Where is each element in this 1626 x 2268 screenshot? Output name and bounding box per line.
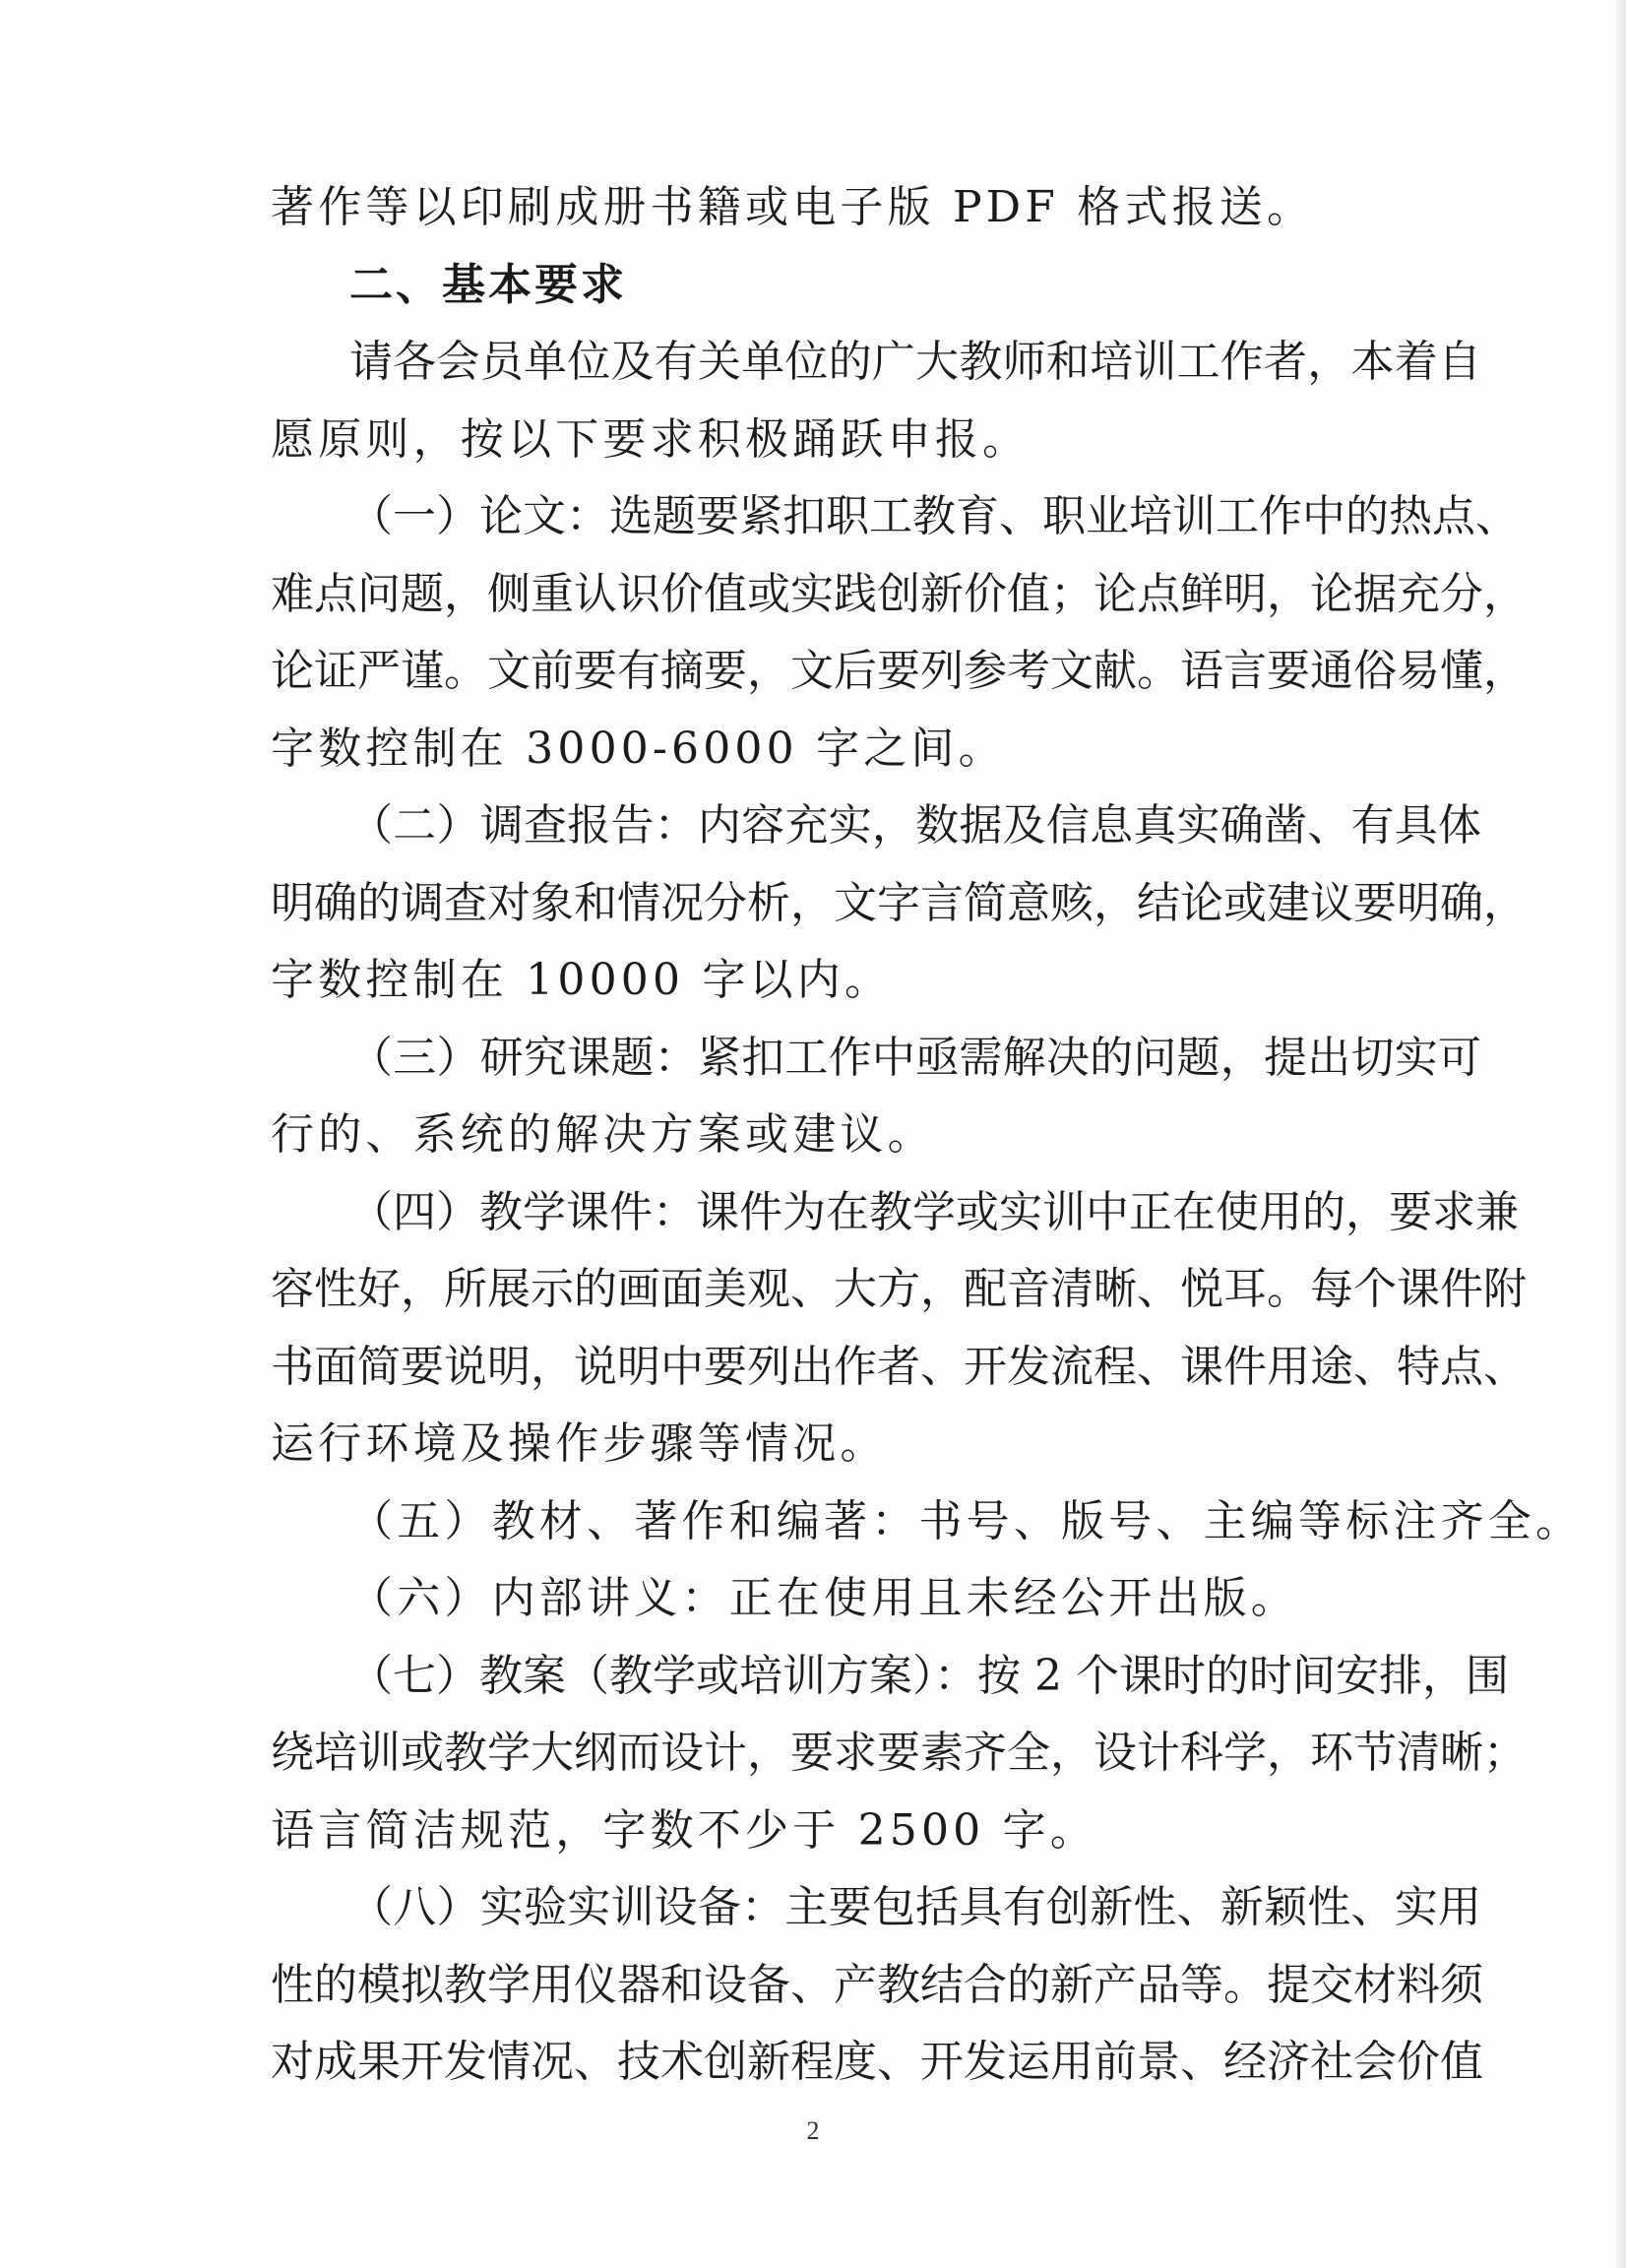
text-line: 著作等以印刷成册书籍或电子版 PDF 格式报送。 <box>271 182 1315 232</box>
text-line: （一）论文：选题要紧扣职工教育、职业培训工作中的热点、 <box>349 491 1519 541</box>
text-line: （八）实验实训设备：主要包括具有创新性、新颖性、实用 <box>349 1882 1481 1932</box>
text-line: 容性好，所展示的画面美观、大方，配音清晰、悦耳。每个课件附 <box>271 1264 1527 1314</box>
text-line: 语言简洁规范，字数不少于 2500 字。 <box>271 1804 1097 1856</box>
text-line: 请各会员单位及有关单位的广大教师和培训工作者，本着自 <box>349 337 1481 387</box>
text-line: （六）内部讲义：正在使用且未经公开出版。 <box>349 1573 1298 1623</box>
text-line: （四）教学课件：课件为在教学或实训中正在使用的，要求兼 <box>349 1186 1519 1237</box>
text-line: 字数控制在 10000 字以内。 <box>271 955 893 1005</box>
text-line: 对成果开发情况、技术创新程度、开发运用前景、经济社会价值 <box>271 2037 1483 2087</box>
text-line: 难点问题，侧重认识价值或实践创新价值；论点鲜明，论据充分， <box>271 568 1527 619</box>
text-line: （二）调查报告：内容充实，数据及信息真实确凿、有具体 <box>349 800 1481 850</box>
document-body <box>271 169 1584 2102</box>
text-line: 字数控制在 3000-6000 字之间。 <box>271 723 1006 774</box>
text-line: 书面简要说明，说明中要列出作者、开发流程、课件用途、特点、 <box>271 1341 1527 1392</box>
text-line: 论证严谨。文前要有摘要，文后要列参考文献。语言要通俗易懂， <box>271 646 1527 696</box>
text-line: （五）教材、著作和编著：书号、版号、主编等标注齐全。 <box>349 1495 1584 1546</box>
section-heading: 二、基本要求 <box>349 259 627 310</box>
text-line: 运行环境及操作步骤等情况。 <box>271 1418 888 1469</box>
text-line: （三）研究课题：紧扣工作中亟需解决的问题，提出切实可 <box>349 1032 1481 1083</box>
text-line: 明确的调查对象和情况分析，文字言简意赅，结论或建议要明确， <box>271 877 1527 928</box>
text-line: 绕培训或教学大纲而设计，要求要素齐全，设计科学，环节清晰； <box>271 1728 1527 1778</box>
page-number: 2 <box>806 2116 820 2145</box>
text-line: （七）教案（教学或培训方案）：按 2 个课时的时间安排，围 <box>349 1650 1509 1701</box>
text-line: 行的、系统的解决方案或建议。 <box>271 1109 935 1160</box>
text-line: 性的模拟教学用仪器和设备、产教结合的新产品等。提交材料须 <box>271 1959 1483 2010</box>
text-line: 愿原则，按以下要求积极踊跃申报。 <box>271 413 1031 465</box>
